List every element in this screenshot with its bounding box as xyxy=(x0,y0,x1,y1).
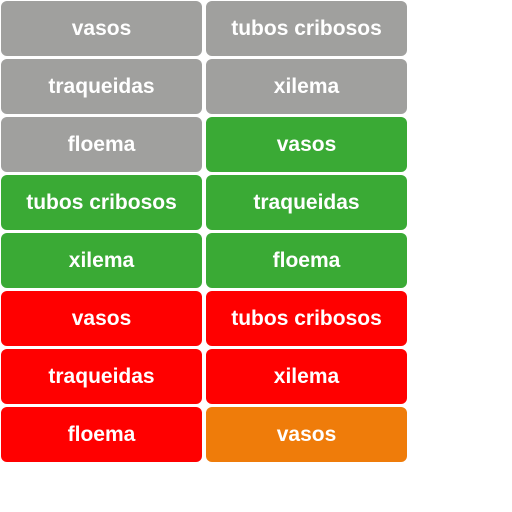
tile-vasos[interactable]: vasos xyxy=(1,291,202,346)
tile-xilema[interactable]: xilema xyxy=(1,233,202,288)
tile-floema[interactable]: floema xyxy=(206,233,407,288)
tile-vasos[interactable]: vasos xyxy=(206,407,407,462)
tile-grid xyxy=(1,1,408,464)
tile-floema[interactable]: floema xyxy=(1,407,202,462)
tile-vasos[interactable]: vasos xyxy=(1,1,202,56)
tile-tubos-cribosos[interactable]: tubos cribosos xyxy=(206,291,407,346)
tile-xilema[interactable]: xilema xyxy=(206,349,407,404)
tile-traqueidas[interactable]: traqueidas xyxy=(206,175,407,230)
tile-xilema[interactable]: xilema xyxy=(206,59,407,114)
tile-tubos-cribosos[interactable]: tubos cribosos xyxy=(1,175,202,230)
tile-tubos-cribosos[interactable]: tubos cribosos xyxy=(206,1,407,56)
tile-traqueidas[interactable]: traqueidas xyxy=(1,59,202,114)
tile-traqueidas[interactable]: traqueidas xyxy=(1,349,202,404)
tile-floema[interactable]: floema xyxy=(1,117,202,172)
tile-vasos[interactable]: vasos xyxy=(206,117,407,172)
